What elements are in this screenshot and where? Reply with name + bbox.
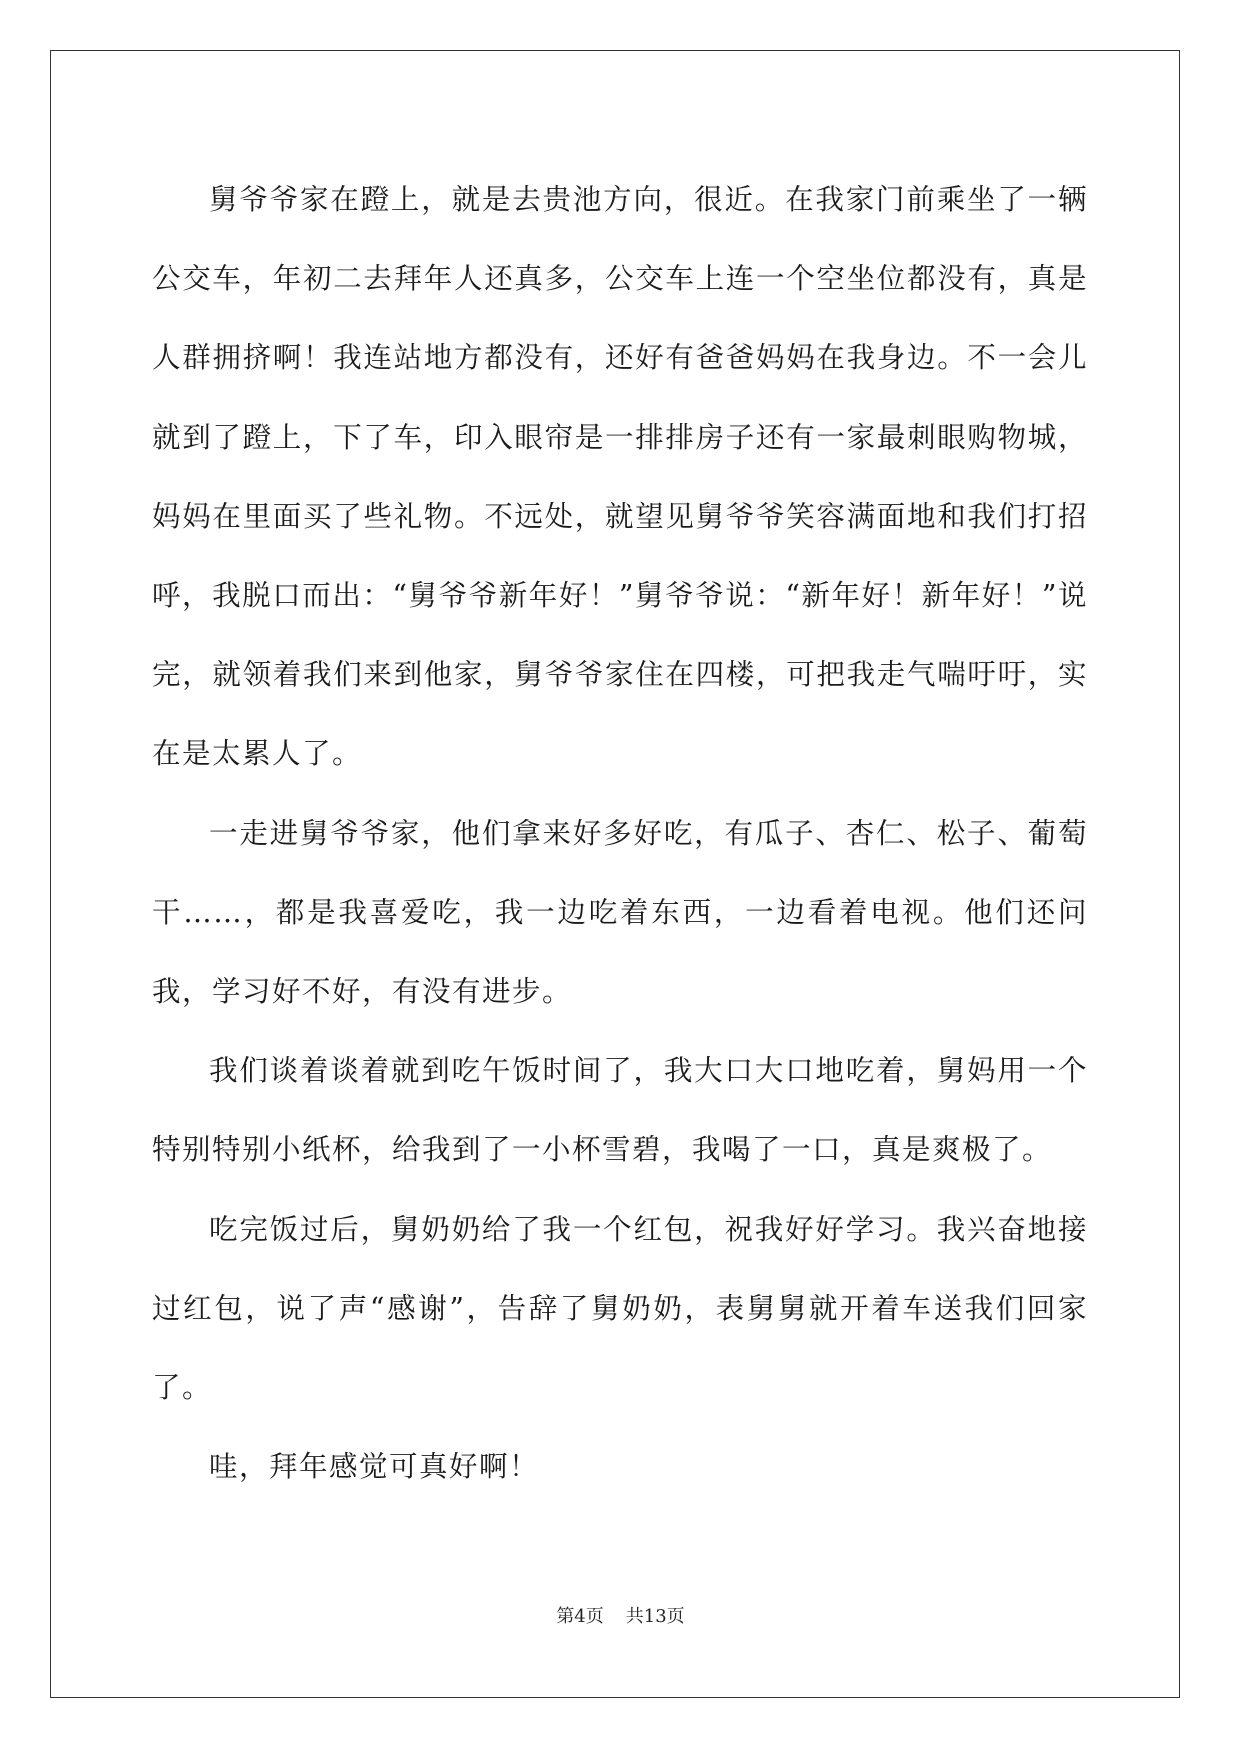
page-number: 第4页 <box>556 1606 604 1627</box>
paragraph-2: 一走进舅爷爷家，他们拿来好多好吃，有瓜子、杏仁、松子、葡萄干……，都是我喜爱吃，我一边吃着东西，一边看着电视。他们还问我，学习好不好，有没有进步。 <box>152 816 1088 1009</box>
paragraph-1: 舅爷爷家在蹬上，就是去贵池方向，很近。在我家门前乘坐了一辆公交车，年初二去拜年人还真多，公交车上连一个空坐位都没有，真是人群拥挤啊！我连站地方都没有，还好有爸爸妈妈在我身边。不一会儿就到了蹬上，下了车，印入眼帘是一排排房子还有一家最刺眼购物城，妈妈在里面买了些礼物。不远处，就望见舅爷爷笑容满面地和我们打招呼，我脱口而出：“舅爷爷新年好！”舅爷爷说：“新年好！新年好！”说完，就领着我们来到他家，舅爷爷家住在四楼，可把我走气喘吁吁，实在是太累人了。 <box>152 183 1088 771</box>
document-body <box>152 160 1088 1506</box>
paragraph-4: 吃完饭过后，舅奶奶给了我一个红包，祝我好好学习。我兴奋地接过红包，说了声“感谢”，告辞了舅奶奶，表舅舅就开着车送我们回家了。 <box>152 1212 1088 1405</box>
page-total: 共13页 <box>625 1606 685 1627</box>
page-footer <box>0 1602 1241 1628</box>
paragraph-3: 我们谈着谈着就到吃午饭时间了，我大口大口地吃着，舅妈用一个特别特别小纸杯，给我到了一小杯雪碧，我喝了一口，真是爽极了。 <box>152 1054 1088 1167</box>
paragraph-5: 哇，拜年感觉可真好啊！ <box>209 1450 540 1484</box>
